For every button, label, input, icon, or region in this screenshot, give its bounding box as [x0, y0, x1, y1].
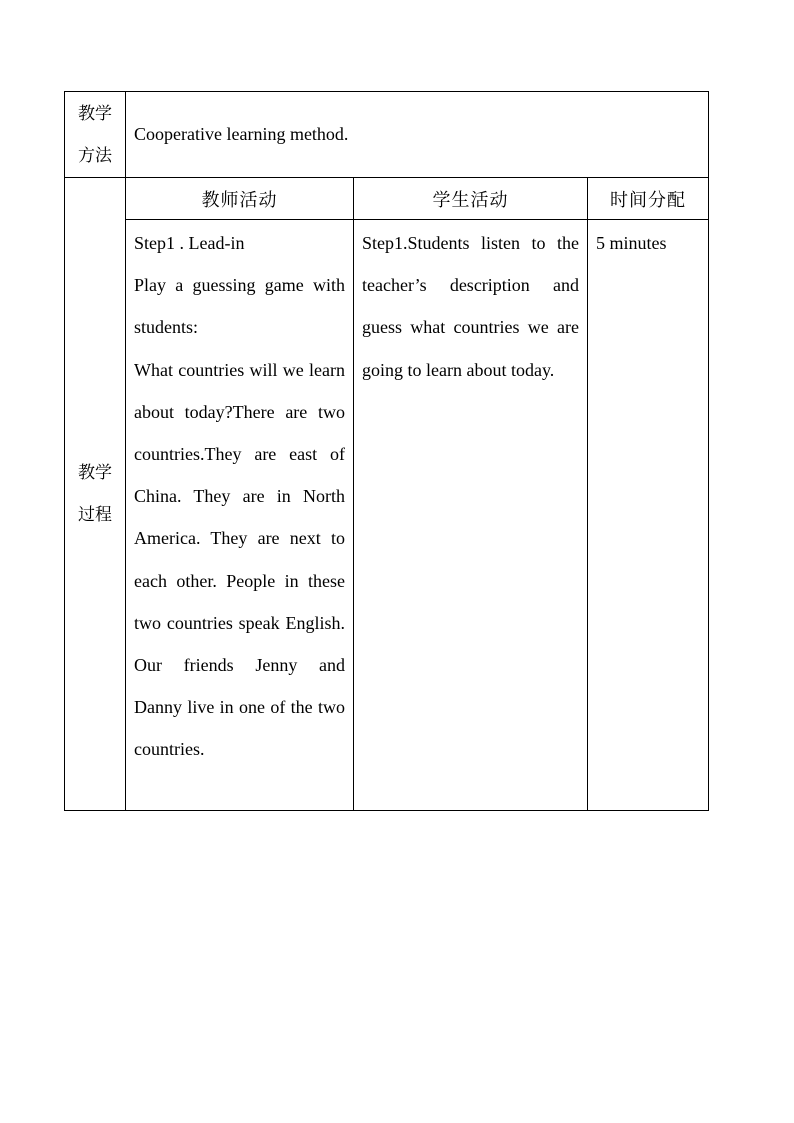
teacher-activity-cell — [126, 220, 354, 811]
method-label-line1: 教学 — [78, 103, 112, 123]
process-label-line2: 过程 — [78, 505, 112, 524]
process-header-row — [65, 178, 709, 220]
process-content-row — [65, 220, 709, 811]
method-label-line2: 方法 — [78, 145, 112, 165]
process-label-line1: 教学 — [78, 463, 112, 482]
time-allocation-cell — [588, 220, 709, 811]
time-allocation-text: 5 minutes — [596, 233, 667, 253]
teacher-paragraph-1: Play a guessing game with students: — [134, 275, 345, 338]
method-value: Cooperative learning method. — [126, 92, 709, 178]
lesson-plan-table — [64, 91, 709, 811]
method-row — [65, 92, 709, 178]
process-label — [65, 178, 126, 811]
student-activity-cell — [354, 220, 588, 811]
header-student-activity: 学生活动 — [354, 178, 588, 220]
teacher-paragraph-2: What countries will we learn about today?There are two countries.They are east of China. They are in North America. They are next to each other. People in these two countries speak English. Our friends Jenny and Danny live in one of the two countries. — [134, 359, 345, 760]
method-label — [65, 92, 126, 178]
header-time-allocation: 时间分配 — [588, 178, 709, 220]
student-activity-text: Step1.Students listen to the teacher’s description and guess what countries we are going to learn about today. — [362, 233, 579, 380]
header-teacher-activity: 教师活动 — [126, 178, 354, 220]
teacher-step-title: Step1 . Lead-in — [134, 233, 245, 253]
